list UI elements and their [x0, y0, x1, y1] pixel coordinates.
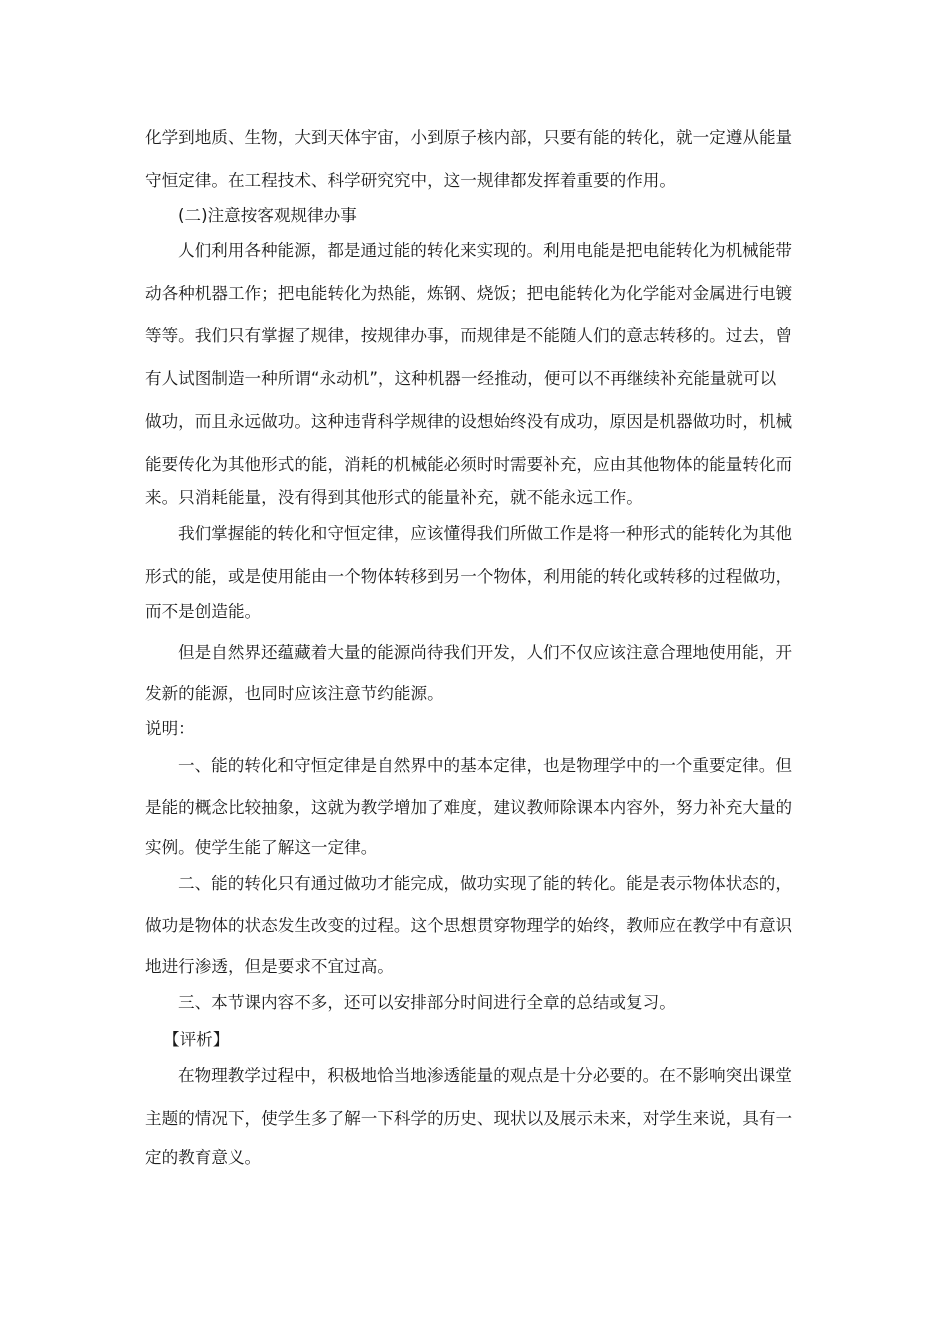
text-line: 在物理教学过程中，积极地恰当地渗透能量的观点是十分必要的。在不影响突出课堂: [178, 1066, 792, 1085]
text-line: 发新的能源，也同时应该注意节约能源。: [145, 684, 444, 703]
text-line: 来。只消耗能量，没有得到其他形式的能量补充，就不能永远工作。: [145, 488, 643, 507]
notes-label: 说明：: [145, 719, 195, 738]
text-line: 是能的概念比较抽象，这就为教学增加了难度，建议教师除课本内容外，努力补充大量的: [145, 798, 793, 817]
text-line: 人们利用各种能源，都是通过能的转化来实现的。利用电能是把电能转化为机械能带: [178, 241, 792, 260]
text-line: 地进行渗透，但是要求不宜过高。: [145, 957, 394, 976]
section-heading: (二)注意按客观规律办事: [178, 206, 357, 225]
text-line: 做功是物体的状态发生改变的过程。这个思想贯穿物理学的始终，教师应在教学中有意识: [145, 916, 793, 935]
text-line: 化学到地质、生物，大到天体宇宙，小到原子核内部，只要有能的转化，就一定遵从能量: [145, 128, 793, 147]
text-line: 有人试图制造一种所谓“永动机”，这种机器一经推动，便可以不再继续补充能量就可以: [145, 369, 777, 388]
text-line: 而不是创造能。: [145, 602, 262, 621]
review-label: 【评析】: [163, 1030, 230, 1049]
text-line: 等等。我们只有掌握了规律，按规律办事，而规律是不能随人们的意志转移的。过去，曾: [145, 326, 793, 345]
text-line: 我们掌握能的转化和守恒定律，应该懂得我们所做工作是将一种形式的能转化为其他: [178, 524, 792, 543]
text-line: 实例。使学生能了解这一定律。: [145, 838, 378, 857]
text-line: 主题的情况下，使学生多了解一下科学的历史、现状以及展示未来，对学生来说，具有一: [145, 1109, 793, 1128]
text-line: 形式的能，或是使用能由一个物体转移到另一个物体，利用能的转化或转移的过程做功，: [145, 567, 793, 586]
text-line: 三、本节课内容不多，还可以安排部分时间进行全章的总结或复习。: [178, 993, 676, 1012]
text-line: 动各种机器工作；把电能转化为热能，炼钢、烧饭；把电能转化为化学能对金属进行电镀: [145, 284, 793, 303]
text-line: 但是自然界还蕴藏着大量的能源尚待我们开发，人们不仅应该注意合理地使用能，开: [178, 643, 792, 662]
text-line: 守恒定律。在工程技术、科学研究究中，这一规律都发挥着重要的作用。: [145, 171, 676, 190]
text-line: 做功，而且永远做功。这种违背科学规律的设想始终没有成功，原因是机器做功时，机械: [145, 412, 793, 431]
text-line: 能要传化为其他形式的能，消耗的机械能必须时时需要补充，应由其他物体的能量转化而: [145, 455, 793, 474]
text-line: 一、能的转化和守恒定律是自然界中的基本定律，也是物理学中的一个重要定律。但: [178, 756, 792, 775]
text-line: 二、能的转化只有通过做功才能完成，做功实现了能的转化。能是表示物体状态的，: [178, 874, 792, 893]
text-line: 定的教育意义。: [145, 1148, 262, 1167]
